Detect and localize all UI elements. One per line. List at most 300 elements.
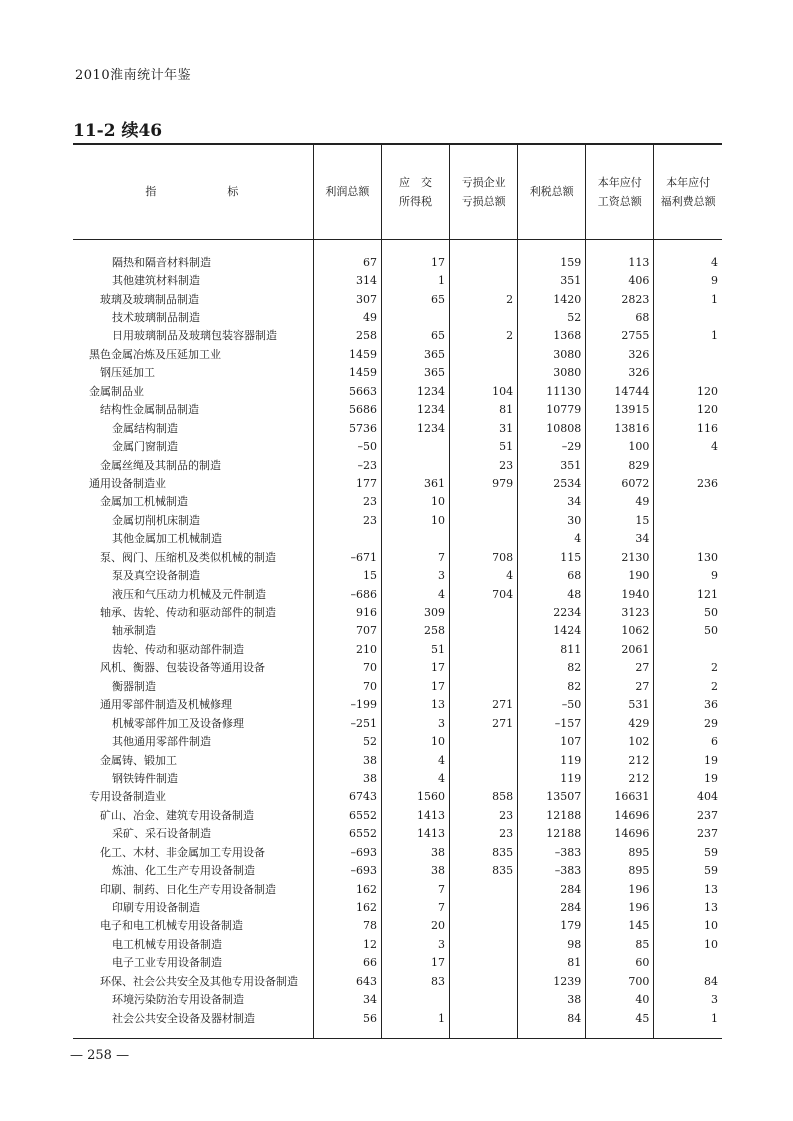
row-value-cell: 11130 (518, 383, 586, 401)
row-value-cell: 307 (313, 290, 381, 308)
spacer-row (73, 239, 722, 254)
table-row (73, 880, 722, 898)
row-indicator-name: 矿山、冶金、建筑专用设备制造 (100, 808, 254, 822)
row-value-cell: 365 (381, 346, 449, 364)
row-value-cell: 12 (313, 936, 381, 954)
row-indicator-name: 衡器制造 (112, 679, 156, 693)
row-value-cell: 68 (586, 309, 654, 327)
row-value-cell: 48 (518, 585, 586, 603)
row-value-cell: 67 (313, 254, 381, 272)
row-value-cell: 2 (450, 290, 518, 308)
row-value-cell: 2755 (586, 327, 654, 345)
header-welfare-payable: 本年应付 福利费总额 (654, 144, 722, 239)
row-value-cell: 45 (586, 1009, 654, 1027)
row-value-cell: 13915 (586, 401, 654, 419)
row-indicator-name: 电子和电工机械专用设备制造 (100, 919, 243, 933)
row-value-cell: 3123 (586, 604, 654, 622)
row-value-cell: 258 (381, 622, 449, 640)
row-value-cell: 13507 (518, 788, 586, 806)
table-bottom-rule (73, 1028, 722, 1039)
row-value-cell: 811 (518, 641, 586, 659)
row-value-cell: 59 (654, 844, 722, 862)
row-value-cell (450, 530, 518, 548)
row-value-cell: 10 (381, 512, 449, 530)
row-value-cell: 6072 (586, 475, 654, 493)
row-value-cell (654, 954, 722, 972)
row-indicator-name: 其他建筑材料制造 (112, 274, 200, 288)
row-indicator-name: 金属切削机床制造 (112, 513, 200, 527)
row-value-cell: 1413 (381, 807, 449, 825)
row-indicator-name: 通用设备制造业 (89, 476, 166, 490)
row-value-cell: 12188 (518, 807, 586, 825)
row-value-cell (654, 641, 722, 659)
row-value-cell: 40 (586, 991, 654, 1009)
row-value-cell: 2823 (586, 290, 654, 308)
table-row (73, 862, 722, 880)
table-row (73, 991, 722, 1009)
row-value-cell: 404 (654, 788, 722, 806)
row-value-cell: 4 (381, 585, 449, 603)
row-value-cell: 68 (518, 567, 586, 585)
row-value-cell: 83 (381, 973, 449, 991)
row-value-cell: 38 (381, 862, 449, 880)
running-head: 2010淮南统计年鉴 (75, 68, 192, 83)
row-value-cell: 3 (381, 714, 449, 732)
table-row (73, 327, 722, 345)
row-value-cell: 107 (518, 733, 586, 751)
row-value-cell: 15 (586, 512, 654, 530)
row-value-cell (450, 899, 518, 917)
row-indicator-name: 通用零部件制造及机械修理 (100, 698, 232, 712)
row-indicator-name: 金属铸、锻加工 (100, 753, 177, 767)
row-value-cell: 531 (586, 696, 654, 714)
row-value-cell: 145 (586, 917, 654, 935)
row-value-cell: 271 (450, 696, 518, 714)
row-value-cell: 34 (586, 530, 654, 548)
row-value-cell: 179 (518, 917, 586, 935)
row-indicator-name: 炼油、化工生产专用设备制造 (112, 864, 255, 878)
row-value-cell: 130 (654, 549, 722, 567)
table-row (73, 622, 722, 640)
row-value-cell (654, 346, 722, 364)
row-value-cell: 1459 (313, 364, 381, 382)
row-value-cell: 1062 (586, 622, 654, 640)
row-value-cell: 50 (654, 604, 722, 622)
row-value-cell: 17 (381, 954, 449, 972)
row-value-cell: 84 (518, 1009, 586, 1027)
row-value-cell: 116 (654, 419, 722, 437)
row-value-cell (654, 493, 722, 511)
row-value-cell (450, 954, 518, 972)
row-indicator-name: 轴承制造 (112, 624, 156, 638)
row-value-cell: 4 (381, 770, 449, 788)
row-indicator-name: 金属加工机械制造 (100, 495, 188, 509)
row-value-cell: 119 (518, 770, 586, 788)
row-value-cell: –23 (313, 456, 381, 474)
row-value-cell: 4 (450, 567, 518, 585)
table-row (73, 641, 722, 659)
table-row (73, 364, 722, 382)
table-row (73, 254, 722, 272)
row-value-cell (450, 751, 518, 769)
table-row (73, 549, 722, 567)
row-value-cell: 19 (654, 770, 722, 788)
row-value-cell: –693 (313, 862, 381, 880)
row-value-cell: 12188 (518, 825, 586, 843)
row-indicator-name: 技术玻璃制品制造 (112, 311, 200, 325)
row-value-cell: 1 (381, 1009, 449, 1027)
row-value-cell: 38 (313, 751, 381, 769)
row-value-cell: 162 (313, 880, 381, 898)
row-value-cell: 100 (586, 438, 654, 456)
row-value-cell: 23 (450, 825, 518, 843)
row-value-cell: 66 (313, 954, 381, 972)
row-value-cell: 361 (381, 475, 449, 493)
row-value-cell: 17 (381, 678, 449, 696)
row-value-cell: 1424 (518, 622, 586, 640)
row-value-cell: 429 (586, 714, 654, 732)
row-value-cell (450, 512, 518, 530)
table-row (73, 456, 722, 474)
row-value-cell: 14696 (586, 807, 654, 825)
row-value-cell (450, 493, 518, 511)
row-value-cell: 351 (518, 272, 586, 290)
table-row (73, 567, 722, 585)
row-value-cell: 7 (381, 549, 449, 567)
table-row (73, 493, 722, 511)
row-value-cell: 190 (586, 567, 654, 585)
row-value-cell (450, 641, 518, 659)
row-value-cell: 104 (450, 383, 518, 401)
row-value-cell: 38 (313, 770, 381, 788)
row-value-cell: 6743 (313, 788, 381, 806)
row-value-cell: 10 (381, 733, 449, 751)
row-value-cell: –383 (518, 862, 586, 880)
row-value-cell: 237 (654, 807, 722, 825)
row-value-cell (450, 622, 518, 640)
row-value-cell: 895 (586, 844, 654, 862)
header-indicator: 指 标 (73, 144, 313, 239)
row-value-cell (381, 438, 449, 456)
row-value-cell: 19 (654, 751, 722, 769)
row-value-cell: 98 (518, 936, 586, 954)
table-row (73, 936, 722, 954)
row-value-cell: 1420 (518, 290, 586, 308)
row-value-cell: 5686 (313, 401, 381, 419)
row-value-cell: 196 (586, 880, 654, 898)
row-value-cell: 31 (450, 419, 518, 437)
row-value-cell (450, 733, 518, 751)
row-value-cell: 1239 (518, 973, 586, 991)
table-body (73, 239, 722, 1038)
row-value-cell: 2534 (518, 475, 586, 493)
row-value-cell (450, 272, 518, 290)
row-value-cell: 1368 (518, 327, 586, 345)
row-value-cell: 51 (381, 641, 449, 659)
row-value-cell (450, 309, 518, 327)
table-row (73, 1009, 722, 1027)
table-row (73, 585, 722, 603)
row-value-cell: 56 (313, 1009, 381, 1027)
row-indicator-name: 玻璃及玻璃制品制造 (100, 292, 199, 306)
row-value-cell: 1 (381, 272, 449, 290)
row-indicator-name: 钢压延加工 (100, 366, 155, 380)
row-value-cell: 1 (654, 290, 722, 308)
row-value-cell: 979 (450, 475, 518, 493)
row-value-cell: 52 (313, 733, 381, 751)
row-value-cell: 829 (586, 456, 654, 474)
row-value-cell (450, 254, 518, 272)
row-value-cell: 258 (313, 327, 381, 345)
row-value-cell: 2234 (518, 604, 586, 622)
row-value-cell: 102 (586, 733, 654, 751)
table-row (73, 659, 722, 677)
header-profit-tax-total: 利税总额 (518, 144, 586, 239)
row-value-cell: 59 (654, 862, 722, 880)
header-total-profit: 利润总额 (313, 144, 381, 239)
table-row (73, 807, 722, 825)
row-value-cell: 365 (381, 364, 449, 382)
row-value-cell: 13 (381, 696, 449, 714)
row-value-cell: 119 (518, 751, 586, 769)
row-value-cell: 6552 (313, 807, 381, 825)
row-value-cell (654, 309, 722, 327)
row-value-cell: 1234 (381, 401, 449, 419)
row-value-cell: 704 (450, 585, 518, 603)
row-value-cell: 1413 (381, 825, 449, 843)
row-value-cell: 9 (654, 272, 722, 290)
row-value-cell: 708 (450, 549, 518, 567)
row-value-cell: 162 (313, 899, 381, 917)
table-row (73, 604, 722, 622)
table-row (73, 788, 722, 806)
row-value-cell: 10 (654, 936, 722, 954)
row-value-cell: 17 (381, 659, 449, 677)
table-row (73, 844, 722, 862)
row-value-cell: 65 (381, 327, 449, 345)
row-value-cell: 34 (313, 991, 381, 1009)
table-row (73, 401, 722, 419)
row-value-cell: 1 (654, 327, 722, 345)
row-value-cell: 159 (518, 254, 586, 272)
row-value-cell: 23 (313, 493, 381, 511)
row-value-cell: 2 (654, 659, 722, 677)
row-value-cell: 113 (586, 254, 654, 272)
row-value-cell: 23 (313, 512, 381, 530)
row-value-cell: 81 (450, 401, 518, 419)
row-value-cell: 13816 (586, 419, 654, 437)
row-value-cell (450, 880, 518, 898)
row-value-cell (450, 604, 518, 622)
row-value-cell: 82 (518, 659, 586, 677)
row-value-cell: 406 (586, 272, 654, 290)
row-indicator-name: 电子工业专用设备制造 (112, 956, 222, 970)
row-value-cell: 120 (654, 383, 722, 401)
table-row (73, 419, 722, 437)
row-indicator-name: 金属丝绳及其制品的制造 (100, 458, 221, 472)
row-value-cell (450, 973, 518, 991)
row-value-cell: 30 (518, 512, 586, 530)
row-value-cell: 4 (381, 751, 449, 769)
row-value-cell: 3 (381, 567, 449, 585)
row-value-cell: 858 (450, 788, 518, 806)
row-value-cell: 237 (654, 825, 722, 843)
page-number: — 258 — (70, 1048, 130, 1063)
row-value-cell: 23 (450, 456, 518, 474)
row-value-cell: 49 (313, 309, 381, 327)
row-value-cell: 5663 (313, 383, 381, 401)
row-value-cell: 115 (518, 549, 586, 567)
row-value-cell (654, 512, 722, 530)
row-value-cell: 60 (586, 954, 654, 972)
row-value-cell: 4 (654, 254, 722, 272)
row-value-cell: 27 (586, 678, 654, 696)
table-row (73, 512, 722, 530)
row-value-cell: 1459 (313, 346, 381, 364)
table-row (73, 438, 722, 456)
row-value-cell: 7 (381, 899, 449, 917)
row-value-cell: 4 (654, 438, 722, 456)
row-value-cell: 10 (654, 917, 722, 935)
row-value-cell: 36 (654, 696, 722, 714)
row-value-cell: 50 (654, 622, 722, 640)
row-value-cell: 4 (518, 530, 586, 548)
row-value-cell (450, 1009, 518, 1027)
row-indicator-name: 泵、阀门、压缩机及类似机械的制造 (100, 550, 276, 564)
table-row (73, 714, 722, 732)
table-row (73, 272, 722, 290)
row-value-cell: 121 (654, 585, 722, 603)
row-value-cell: 236 (654, 475, 722, 493)
table-row (73, 770, 722, 788)
row-value-cell: 3 (654, 991, 722, 1009)
row-indicator-name: 采矿、采石设备制造 (112, 827, 211, 841)
statistics-table (73, 143, 722, 1039)
table-row (73, 290, 722, 308)
row-indicator-name: 黑色金属冶炼及压延加工业 (89, 347, 221, 361)
row-indicator-name: 金属制品业 (89, 384, 144, 398)
row-indicator-name: 隔热和隔音材料制造 (112, 255, 211, 269)
row-value-cell: 6 (654, 733, 722, 751)
table-row (73, 973, 722, 991)
table-row (73, 530, 722, 548)
row-value-cell: 78 (313, 917, 381, 935)
row-value-cell: 49 (586, 493, 654, 511)
row-value-cell (654, 530, 722, 548)
row-indicator-name: 齿轮、传动和驱动部件制造 (112, 642, 244, 656)
row-value-cell: 212 (586, 751, 654, 769)
row-value-cell: –50 (313, 438, 381, 456)
table-row (73, 678, 722, 696)
row-value-cell: 835 (450, 844, 518, 862)
row-indicator-name: 其他通用零部件制造 (112, 735, 211, 749)
row-value-cell: –693 (313, 844, 381, 862)
row-value-cell (450, 364, 518, 382)
row-value-cell: 5736 (313, 419, 381, 437)
row-indicator-name: 环境污染防治专用设备制造 (112, 993, 244, 1007)
row-value-cell: 1234 (381, 419, 449, 437)
row-value-cell: 643 (313, 973, 381, 991)
row-value-cell: 15 (313, 567, 381, 585)
row-value-cell (450, 346, 518, 364)
row-value-cell (313, 530, 381, 548)
row-indicator-name: 印刷专用设备制造 (112, 901, 200, 915)
row-value-cell (450, 936, 518, 954)
row-indicator-name: 液压和气压动力机械及元件制造 (112, 587, 266, 601)
row-value-cell: 196 (586, 899, 654, 917)
row-value-cell: 284 (518, 899, 586, 917)
row-value-cell: 314 (313, 272, 381, 290)
row-value-cell: –199 (313, 696, 381, 714)
row-value-cell: 29 (654, 714, 722, 732)
row-indicator-name: 印刷、制药、日化生产专用设备制造 (100, 882, 276, 896)
row-value-cell: 326 (586, 364, 654, 382)
row-indicator-name: 专用设备制造业 (89, 790, 166, 804)
row-value-cell: 84 (654, 973, 722, 991)
row-value-cell: 707 (313, 622, 381, 640)
row-value-cell (381, 991, 449, 1009)
row-value-cell: –686 (313, 585, 381, 603)
row-value-cell (450, 917, 518, 935)
row-value-cell: 14744 (586, 383, 654, 401)
row-value-cell: 1560 (381, 788, 449, 806)
row-value-cell: 23 (450, 807, 518, 825)
row-value-cell: 70 (313, 659, 381, 677)
row-value-cell: 1 (654, 1009, 722, 1027)
row-value-cell: 212 (586, 770, 654, 788)
row-indicator-name: 社会公共安全设备及器材制造 (112, 1011, 255, 1025)
row-value-cell: 17 (381, 254, 449, 272)
row-value-cell: 10779 (518, 401, 586, 419)
row-value-cell: 16631 (586, 788, 654, 806)
row-value-cell: 7 (381, 880, 449, 898)
row-value-cell: 51 (450, 438, 518, 456)
row-value-cell (654, 364, 722, 382)
row-value-cell (450, 991, 518, 1009)
row-value-cell (450, 659, 518, 677)
table-title: 11-2 续46 (73, 121, 163, 141)
row-value-cell: 27 (586, 659, 654, 677)
row-value-cell: –383 (518, 844, 586, 862)
row-value-cell: 700 (586, 973, 654, 991)
row-value-cell: 309 (381, 604, 449, 622)
row-indicator-name: 其他金属加工机械制造 (112, 532, 222, 546)
table-header-row (73, 144, 722, 239)
header-income-tax: 应 交 所得税 (381, 144, 449, 239)
row-value-cell: 3080 (518, 364, 586, 382)
row-value-cell (450, 770, 518, 788)
row-value-cell: –157 (518, 714, 586, 732)
row-value-cell: 6552 (313, 825, 381, 843)
row-value-cell: 10 (381, 493, 449, 511)
table-row (73, 696, 722, 714)
row-value-cell: 10808 (518, 419, 586, 437)
row-value-cell: 210 (313, 641, 381, 659)
row-value-cell: 13 (654, 899, 722, 917)
table-row (73, 917, 722, 935)
row-value-cell: 1940 (586, 585, 654, 603)
row-value-cell: 3 (381, 936, 449, 954)
row-value-cell: 70 (313, 678, 381, 696)
row-value-cell: 120 (654, 401, 722, 419)
row-value-cell: 271 (450, 714, 518, 732)
table-row (73, 825, 722, 843)
table-row (73, 751, 722, 769)
row-indicator-name: 钢铁铸件制造 (112, 771, 178, 785)
row-indicator-name: 风机、衡器、包装设备等通用设备 (100, 661, 265, 675)
table-row (73, 954, 722, 972)
row-value-cell: 65 (381, 290, 449, 308)
